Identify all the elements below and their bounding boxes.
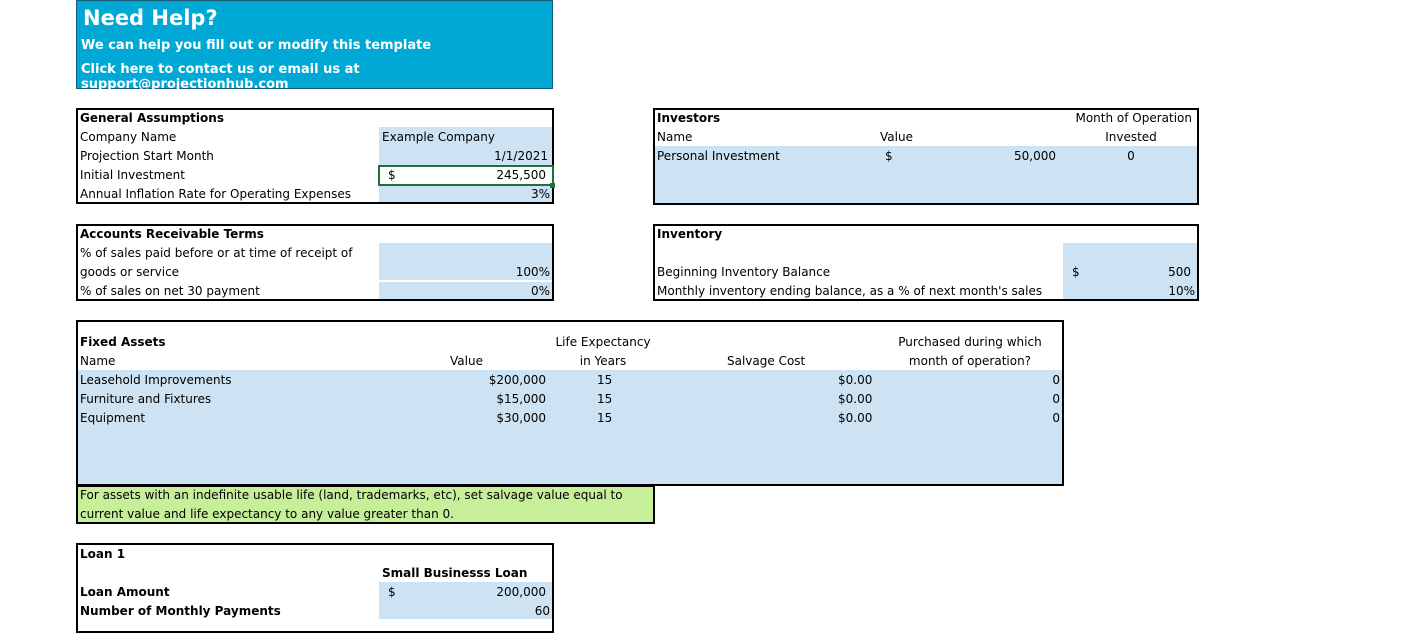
fixed-assets-note-line-1: For assets with an indefinite usable life (land, trademarks, etc), set salvage value equal to bbox=[80, 488, 623, 502]
purchase-month-header-1: Purchased during which bbox=[898, 335, 1042, 349]
purchase-month-header-2: month of operation? bbox=[908, 354, 1032, 368]
salvage-cost-header: Salvage Cost bbox=[727, 354, 806, 368]
asset-life-cell[interactable]: 15 bbox=[597, 411, 613, 425]
asset-value-cell[interactable]: $200,000 bbox=[488, 373, 546, 387]
need-help-title: Need Help? bbox=[83, 6, 218, 30]
beginning-inventory-currency: $ bbox=[1072, 265, 1080, 279]
asset-life-cell[interactable]: 15 bbox=[597, 373, 613, 387]
loan-title: Loan 1 bbox=[80, 547, 126, 561]
ending-inventory-label: Monthly inventory ending balance, as a % of next month's sales bbox=[657, 284, 1043, 298]
investor-name-cell[interactable]: Personal Investment bbox=[657, 149, 780, 163]
monthly-payments-label: Number of Monthly Payments bbox=[80, 604, 281, 618]
asset-name-cell[interactable]: Equipment bbox=[80, 411, 146, 425]
inflation-rate-label: Annual Inflation Rate for Operating Expenses bbox=[80, 187, 352, 201]
fixed-assets-note-line-2: current value and life expectancy to any value greater than 0. bbox=[80, 507, 454, 521]
loan-amount-value[interactable]: 200,000 bbox=[496, 585, 546, 599]
asset-name-cell[interactable]: Leasehold Improvements bbox=[80, 373, 232, 387]
fixed-assets-name-header: Name bbox=[80, 354, 116, 368]
ar-row1-label-1: % of sales paid before or at time of receipt of bbox=[80, 246, 353, 260]
asset-salvage-cell[interactable]: $0.00 bbox=[838, 411, 873, 425]
initial-investment-currency: $ bbox=[388, 168, 396, 182]
investor-currency: $ bbox=[885, 149, 893, 163]
investors-title: Investors bbox=[657, 111, 721, 125]
investors-name-header: Name bbox=[657, 130, 693, 144]
investor-month-cell[interactable]: 0 bbox=[1127, 149, 1135, 163]
asset-salvage-cell[interactable]: $0.00 bbox=[838, 373, 873, 387]
company-name-label: Company Name bbox=[80, 130, 177, 144]
asset-month-cell[interactable]: 0 bbox=[1052, 392, 1060, 406]
fixed-assets-title: Fixed Assets bbox=[80, 335, 166, 349]
ar-title: Accounts Receivable Terms bbox=[80, 227, 264, 241]
fill-handle[interactable] bbox=[550, 183, 555, 188]
life-expectancy-header-1: Life Expectancy bbox=[555, 335, 651, 349]
ar-row1-value[interactable]: 100% bbox=[515, 265, 550, 279]
start-month-label: Projection Start Month bbox=[80, 149, 214, 163]
ar-row2-value[interactable]: 0% bbox=[530, 284, 550, 298]
investors-month-header-2: Invested bbox=[1105, 130, 1157, 144]
asset-salvage-cell[interactable]: $0.00 bbox=[838, 392, 873, 406]
inventory-title: Inventory bbox=[657, 227, 723, 241]
loan-amount-label: Loan Amount bbox=[80, 585, 170, 599]
initial-investment-value[interactable]: 245,500 bbox=[496, 168, 546, 182]
beginning-inventory-value[interactable]: 500 bbox=[1168, 265, 1191, 279]
investor-value-cell[interactable]: 50,000 bbox=[1014, 149, 1056, 163]
asset-value-cell[interactable]: $30,000 bbox=[496, 411, 546, 425]
need-help-subtitle: We can help you fill out or modify this template bbox=[81, 38, 432, 53]
monthly-payments-value[interactable]: 60 bbox=[534, 604, 550, 618]
asset-life-cell[interactable]: 15 bbox=[597, 392, 613, 406]
fixed-assets-value-header: Value bbox=[450, 354, 483, 368]
investors-value-header: Value bbox=[880, 130, 913, 144]
asset-month-cell[interactable]: 0 bbox=[1052, 411, 1060, 425]
ending-inventory-value[interactable]: 10% bbox=[1168, 284, 1195, 298]
inflation-rate-cell[interactable]: 3% bbox=[530, 187, 550, 201]
initial-investment-label: Initial Investment bbox=[80, 168, 185, 182]
ar-row1-label-2: goods or service bbox=[80, 265, 180, 279]
start-month-cell[interactable]: 1/1/2021 bbox=[494, 149, 548, 163]
investors-month-header-1: Month of Operation bbox=[1075, 111, 1192, 125]
loan-amount-currency: $ bbox=[388, 585, 396, 599]
life-expectancy-header-2: in Years bbox=[579, 354, 627, 368]
general-assumptions-title: General Assumptions bbox=[80, 111, 224, 125]
asset-month-cell[interactable]: 0 bbox=[1052, 373, 1060, 387]
asset-value-cell[interactable]: $15,000 bbox=[496, 392, 546, 406]
company-name-cell[interactable]: Example Company bbox=[382, 130, 495, 144]
contact-support-link[interactable]: Click here to contact us or email us at support@projectionhub.com bbox=[81, 62, 360, 92]
beginning-inventory-label: Beginning Inventory Balance bbox=[657, 265, 831, 279]
asset-name-cell[interactable]: Furniture and Fixtures bbox=[80, 392, 212, 406]
loan-name-cell[interactable]: Small Businesss Loan bbox=[382, 566, 528, 580]
need-help-banner[interactable] bbox=[76, 0, 553, 92]
ar-row2-label: % of sales on net 30 payment bbox=[80, 284, 260, 298]
